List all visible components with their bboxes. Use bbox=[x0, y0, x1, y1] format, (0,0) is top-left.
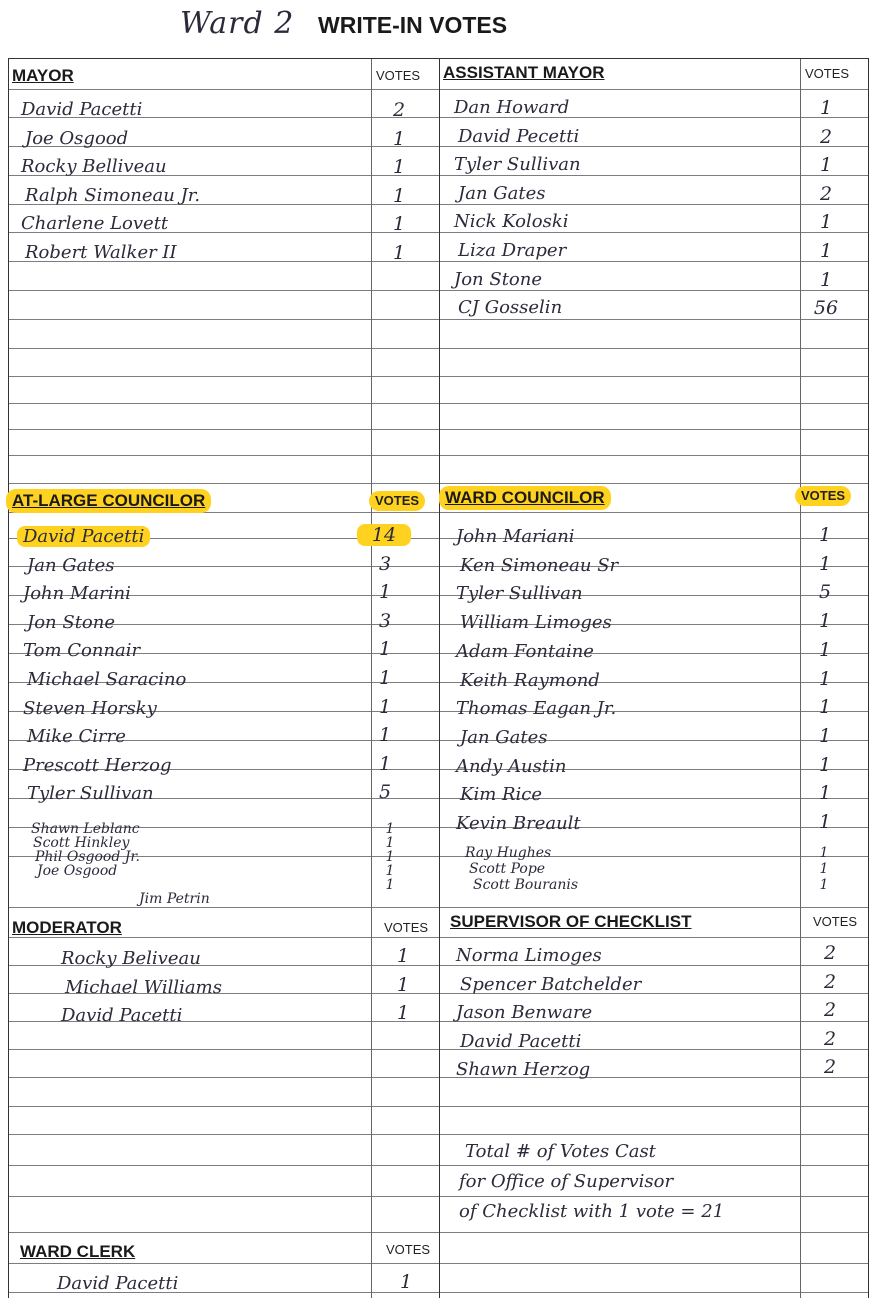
candidate-name: Thomas Eagan Jr. bbox=[456, 698, 617, 720]
vote-count: 1 bbox=[819, 877, 829, 893]
candidate-name: Andy Austin bbox=[456, 755, 567, 777]
vote-count: 2 bbox=[823, 1056, 837, 1078]
candidate-name: Kim Rice bbox=[460, 784, 543, 806]
candidate-name: Robert Walker II bbox=[25, 241, 177, 263]
mayor-votes-header: VOTES bbox=[376, 68, 421, 83]
vote-count: 3 bbox=[378, 609, 392, 632]
candidate-name: Scott Hinkley bbox=[33, 835, 130, 851]
vote-count: 1 bbox=[818, 667, 832, 690]
vote-count: 1 bbox=[385, 863, 395, 879]
vote-count: 1 bbox=[818, 696, 832, 719]
candidate-name: Adam Fontaine bbox=[456, 640, 594, 662]
vote-count: 1 bbox=[818, 753, 832, 776]
vote-count: 1 bbox=[378, 581, 392, 604]
vote-count: 3 bbox=[378, 552, 392, 575]
vote-count: 1 bbox=[399, 1271, 413, 1293]
vote-count: 1 bbox=[396, 1002, 410, 1024]
vote-count: 1 bbox=[818, 811, 832, 833]
vote-count: 1 bbox=[819, 97, 833, 119]
ward-clerk-title: WARD CLERK bbox=[20, 1242, 136, 1261]
candidate-name: David Pacetti bbox=[17, 526, 150, 547]
vote-count: 2 bbox=[823, 999, 837, 1021]
supervisor-total-note: Total # of Votes Cast bbox=[465, 1141, 656, 1162]
vote-count: 1 bbox=[392, 184, 406, 207]
vote-count: 1 bbox=[385, 835, 395, 851]
candidate-name: Michael Saracino bbox=[27, 669, 187, 690]
vote-count: 1 bbox=[378, 724, 392, 747]
vote-count: 1 bbox=[818, 638, 832, 661]
candidate-name: Keith Raymond bbox=[460, 669, 600, 691]
vote-count: 2 bbox=[823, 942, 837, 964]
candidate-name: Tom Connair bbox=[23, 640, 141, 662]
vote-count: 1 bbox=[819, 154, 833, 177]
vote-count: 1 bbox=[819, 861, 829, 877]
vote-count: 1 bbox=[385, 849, 395, 865]
candidate-name: Tyler Sullivan bbox=[454, 154, 581, 176]
vote-count: 1 bbox=[818, 552, 832, 575]
candidate-name: Jan Gates bbox=[460, 726, 548, 748]
vote-count: 1 bbox=[392, 213, 406, 235]
vote-count: 1 bbox=[378, 752, 392, 775]
moderator-votes-header: VOTES bbox=[384, 920, 429, 935]
candidate-name: Charlene Lovett bbox=[21, 213, 169, 234]
ward-councilor-votes-header: VOTES bbox=[795, 486, 851, 506]
candidate-name: David Pacetti bbox=[61, 1005, 183, 1026]
ward-clerk-votes-header: VOTES bbox=[386, 1242, 431, 1257]
supervisor-title: SUPERVISOR OF CHECKLIST bbox=[450, 912, 692, 931]
vote-count: 1 bbox=[819, 211, 833, 234]
candidate-name: David Pacetti bbox=[460, 1030, 582, 1052]
candidate-name: Jon Stone bbox=[454, 268, 543, 290]
vote-count: 1 bbox=[392, 127, 406, 150]
candidate-name: Jim Petrin bbox=[139, 891, 210, 907]
vote-count: 2 bbox=[392, 99, 406, 121]
supervisor-total-note: of Checklist with 1 vote = 21 bbox=[459, 1201, 725, 1222]
candidate-name: Norma Limoges bbox=[456, 945, 602, 966]
candidate-name: David Pecetti bbox=[458, 125, 580, 147]
candidate-name: Ray Hughes bbox=[465, 845, 552, 861]
vote-count: 1 bbox=[385, 877, 395, 893]
candidate-name: William Limoges bbox=[460, 612, 612, 634]
candidate-name: Shawn Leblanc bbox=[31, 821, 140, 837]
candidate-name: Scott Bouranis bbox=[473, 877, 579, 893]
vote-count: 1 bbox=[396, 945, 410, 967]
vote-count: 56 bbox=[813, 297, 839, 320]
vote-count: 5 bbox=[378, 781, 392, 804]
vote-count: 5 bbox=[818, 581, 832, 604]
ward-councilor-title: WARD COUNCILOR bbox=[439, 486, 611, 510]
candidate-name: Steven Horsky bbox=[23, 697, 157, 719]
candidate-name: Prescott Herzog bbox=[23, 754, 172, 776]
vote-count: 1 bbox=[818, 782, 832, 805]
candidate-name: Rocky Beliveau bbox=[61, 948, 201, 969]
candidate-name: Dan Howard bbox=[454, 97, 570, 118]
candidate-name: Michael Williams bbox=[65, 976, 222, 998]
vote-count: 2 bbox=[823, 1027, 837, 1050]
center-divider bbox=[439, 59, 440, 1298]
candidate-name: Phil Osgood Jr. bbox=[35, 849, 140, 865]
vote-count: 14 bbox=[357, 524, 411, 546]
vote-count: 2 bbox=[823, 970, 837, 993]
vote-count: 1 bbox=[392, 241, 406, 264]
vote-count: 1 bbox=[378, 638, 392, 661]
ward-label: Ward 2 bbox=[180, 6, 295, 41]
candidate-name: David Pacetti bbox=[21, 99, 143, 120]
candidate-name: Jan Gates bbox=[27, 554, 115, 576]
mayor-title: MAYOR bbox=[12, 66, 74, 85]
candidate-name: Jason Benware bbox=[456, 1002, 593, 1023]
candidate-name: Mike Cirre bbox=[27, 726, 126, 748]
candidate-name: John Mariani bbox=[456, 526, 575, 547]
candidate-name: Joe Osgood bbox=[25, 127, 129, 149]
vote-count: 2 bbox=[819, 182, 833, 205]
page-header bbox=[0, 4, 880, 44]
candidate-name: Spencer Batchelder bbox=[460, 973, 642, 995]
column-divider bbox=[800, 59, 801, 1298]
vote-count: 1 bbox=[396, 973, 410, 996]
candidate-name: Jan Gates bbox=[458, 182, 546, 204]
vote-count: 1 bbox=[392, 156, 406, 178]
vote-count: 1 bbox=[819, 240, 833, 262]
supervisor-total-note: for Office of Supervisor bbox=[459, 1171, 674, 1192]
vote-count: 1 bbox=[818, 724, 832, 747]
vote-count: 1 bbox=[819, 845, 829, 861]
candidate-name: John Marini bbox=[23, 583, 131, 605]
vote-count: 2 bbox=[819, 125, 833, 148]
page-title: WRITE-IN VOTES bbox=[318, 12, 508, 38]
candidate-name: Kevin Breault bbox=[456, 813, 581, 834]
candidate-name: David Pacetti bbox=[57, 1273, 179, 1294]
moderator-title: MODERATOR bbox=[12, 918, 122, 937]
vote-count: 1 bbox=[378, 695, 392, 718]
candidate-name: Tyler Sullivan bbox=[456, 583, 583, 605]
at-large-votes-header: VOTES bbox=[369, 491, 425, 511]
vote-count: 1 bbox=[378, 667, 392, 689]
at-large-councilor-title: AT-LARGE COUNCILOR bbox=[6, 489, 211, 513]
candidate-name: Shawn Herzog bbox=[456, 1059, 591, 1080]
candidate-name: Nick Koloski bbox=[454, 211, 569, 233]
assistant-mayor-title: ASSISTANT MAYOR bbox=[443, 63, 605, 82]
assistant-mayor-votes-header: VOTES bbox=[805, 66, 850, 81]
vote-count: 1 bbox=[819, 268, 833, 291]
vote-count: 1 bbox=[818, 524, 832, 546]
candidate-name: Joe Osgood bbox=[37, 863, 118, 879]
candidate-name: Ken Simoneau Sr bbox=[460, 554, 619, 576]
candidate-name: Rocky Belliveau bbox=[21, 156, 167, 177]
supervisor-votes-header: VOTES bbox=[813, 914, 858, 929]
candidate-name: Tyler Sullivan bbox=[27, 783, 154, 805]
vote-count: 1 bbox=[385, 821, 395, 837]
vote-count: 1 bbox=[818, 610, 832, 633]
candidate-name: Scott Pope bbox=[469, 861, 546, 877]
candidate-name: Liza Draper bbox=[458, 240, 567, 261]
candidate-name: Jon Stone bbox=[27, 611, 116, 633]
write-in-votes-form bbox=[8, 58, 869, 1298]
candidate-name: CJ Gosselin bbox=[458, 297, 563, 319]
candidate-name: Ralph Simoneau Jr. bbox=[25, 184, 201, 206]
